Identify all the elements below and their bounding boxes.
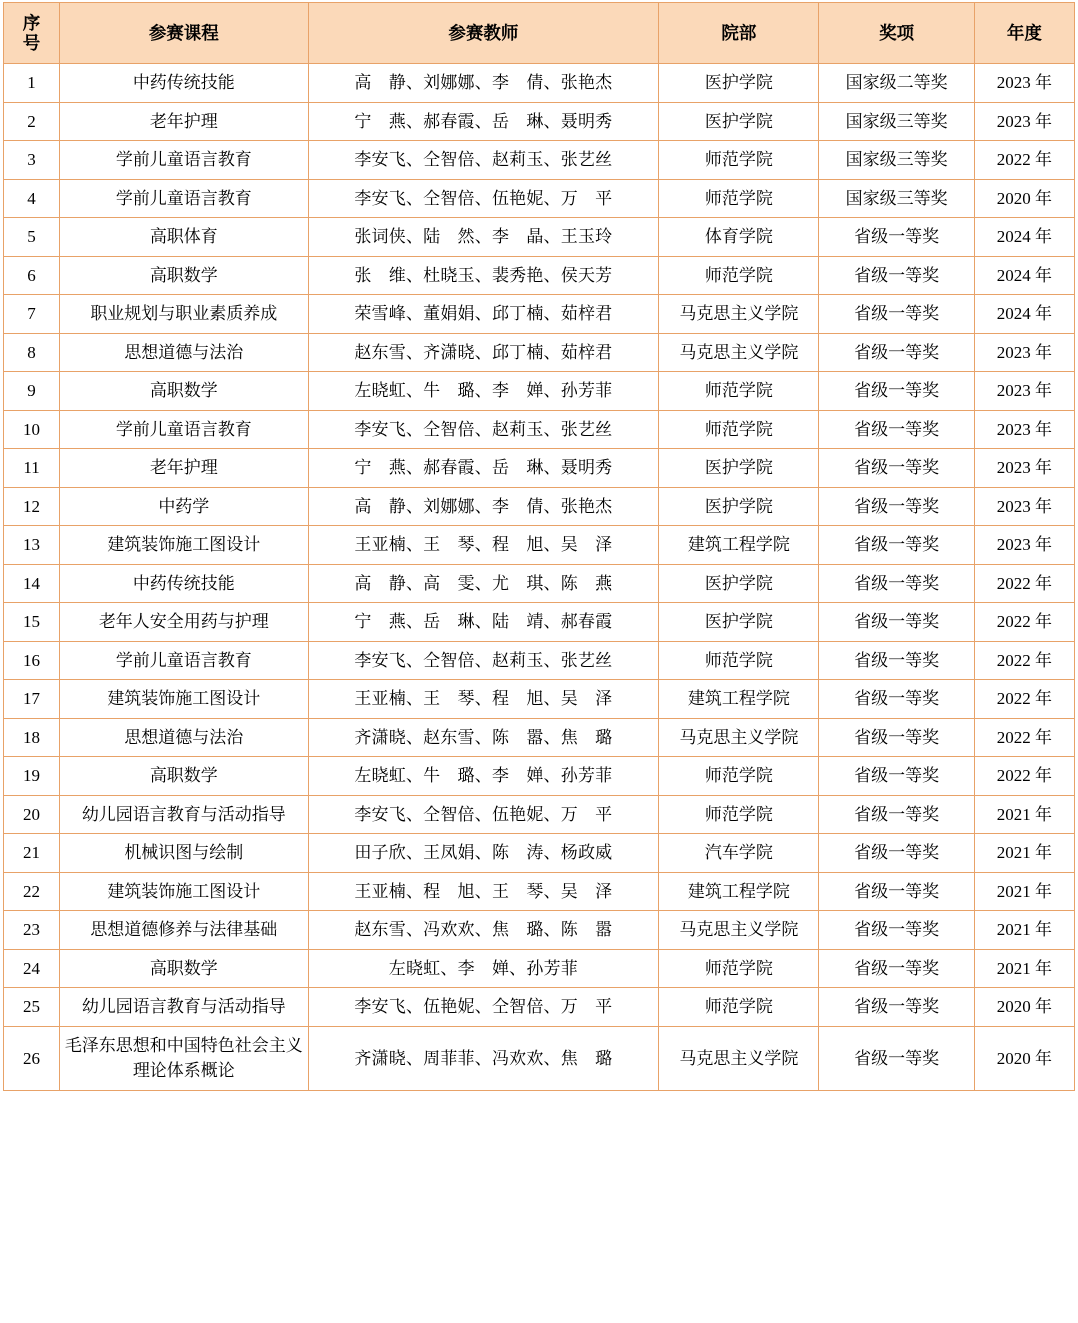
table-row xyxy=(4,718,1075,757)
cell-teachers: 李安飞、仝智倍、赵莉玉、张艺丝 xyxy=(308,410,659,449)
cell-award: 省级一等奖 xyxy=(819,911,974,950)
table-row xyxy=(4,141,1075,180)
cell-course: 幼儿园语言教育与活动指导 xyxy=(60,795,308,834)
cell-college: 师范学院 xyxy=(659,256,819,295)
cell-course: 高职数学 xyxy=(60,949,308,988)
cell-college: 医护学院 xyxy=(659,449,819,488)
table-row xyxy=(4,333,1075,372)
cell-teachers: 李安飞、仝智倍、伍艳妮、万 平 xyxy=(308,795,659,834)
table-row xyxy=(4,372,1075,411)
cell-teachers: 李安飞、仝智倍、伍艳妮、万 平 xyxy=(308,179,659,218)
cell-teachers: 齐潇晓、赵东雪、陈 嚣、焦 璐 xyxy=(308,718,659,757)
cell-course: 老年人安全用药与护理 xyxy=(60,603,308,642)
cell-course: 中药传统技能 xyxy=(60,564,308,603)
cell-index: 9 xyxy=(4,372,60,411)
table-header-row xyxy=(4,3,1075,64)
cell-index: 25 xyxy=(4,988,60,1027)
cell-index: 7 xyxy=(4,295,60,334)
cell-college: 体育学院 xyxy=(659,218,819,257)
cell-award: 省级一等奖 xyxy=(819,988,974,1027)
table-row xyxy=(4,449,1075,488)
column-header-year: 年度 xyxy=(974,3,1074,64)
cell-index: 13 xyxy=(4,526,60,565)
award-table xyxy=(3,2,1075,1091)
cell-course: 建筑装饰施工图设计 xyxy=(60,680,308,719)
cell-teachers: 左晓虹、牛 璐、李 婵、孙芳菲 xyxy=(308,757,659,796)
cell-course: 中药学 xyxy=(60,487,308,526)
cell-course: 高职数学 xyxy=(60,256,308,295)
cell-year: 2023 年 xyxy=(974,102,1074,141)
cell-teachers: 赵东雪、冯欢欢、焦 璐、陈 嚣 xyxy=(308,911,659,950)
cell-college: 师范学院 xyxy=(659,372,819,411)
cell-college: 马克思主义学院 xyxy=(659,333,819,372)
cell-year: 2022 年 xyxy=(974,564,1074,603)
cell-index: 16 xyxy=(4,641,60,680)
cell-award: 省级一等奖 xyxy=(819,718,974,757)
cell-college: 建筑工程学院 xyxy=(659,526,819,565)
cell-college: 医护学院 xyxy=(659,564,819,603)
cell-award: 国家级三等奖 xyxy=(819,102,974,141)
cell-course: 高职体育 xyxy=(60,218,308,257)
table-row xyxy=(4,641,1075,680)
cell-year: 2020 年 xyxy=(974,1026,1074,1090)
cell-teachers: 高 静、刘娜娜、李 倩、张艳杰 xyxy=(308,487,659,526)
cell-college: 马克思主义学院 xyxy=(659,1026,819,1090)
cell-course: 思想道德与法治 xyxy=(60,333,308,372)
cell-year: 2023 年 xyxy=(974,487,1074,526)
cell-award: 省级一等奖 xyxy=(819,218,974,257)
cell-year: 2020 年 xyxy=(974,988,1074,1027)
table-row xyxy=(4,988,1075,1027)
cell-college: 医护学院 xyxy=(659,603,819,642)
cell-award: 省级一等奖 xyxy=(819,603,974,642)
cell-teachers: 荣雪峰、董娟娟、邱丁楠、茹梓君 xyxy=(308,295,659,334)
column-header-course: 参赛课程 xyxy=(60,3,308,64)
cell-index: 10 xyxy=(4,410,60,449)
cell-award: 国家级二等奖 xyxy=(819,64,974,103)
table-row xyxy=(4,872,1075,911)
cell-award: 省级一等奖 xyxy=(819,872,974,911)
table-row xyxy=(4,256,1075,295)
cell-award: 国家级三等奖 xyxy=(819,179,974,218)
cell-index: 19 xyxy=(4,757,60,796)
table-row xyxy=(4,64,1075,103)
table-row xyxy=(4,1026,1075,1090)
cell-award: 省级一等奖 xyxy=(819,1026,974,1090)
cell-college: 建筑工程学院 xyxy=(659,872,819,911)
cell-course: 建筑装饰施工图设计 xyxy=(60,872,308,911)
column-header-index-line1: 序 xyxy=(22,13,41,33)
table-row xyxy=(4,949,1075,988)
cell-year: 2022 年 xyxy=(974,603,1074,642)
cell-year: 2022 年 xyxy=(974,757,1074,796)
cell-index: 6 xyxy=(4,256,60,295)
cell-teachers: 高 静、高 雯、尤 琪、陈 燕 xyxy=(308,564,659,603)
cell-year: 2024 年 xyxy=(974,295,1074,334)
cell-award: 省级一等奖 xyxy=(819,680,974,719)
cell-year: 2022 年 xyxy=(974,141,1074,180)
cell-index: 23 xyxy=(4,911,60,950)
cell-teachers: 李安飞、仝智倍、赵莉玉、张艺丝 xyxy=(308,141,659,180)
cell-year: 2021 年 xyxy=(974,795,1074,834)
cell-teachers: 左晓虹、李 婵、孙芳菲 xyxy=(308,949,659,988)
cell-college: 马克思主义学院 xyxy=(659,718,819,757)
cell-college: 师范学院 xyxy=(659,988,819,1027)
table-row xyxy=(4,564,1075,603)
table-row xyxy=(4,179,1075,218)
cell-year: 2023 年 xyxy=(974,526,1074,565)
cell-teachers: 左晓虹、牛 璐、李 婵、孙芳菲 xyxy=(308,372,659,411)
cell-index: 12 xyxy=(4,487,60,526)
table-row xyxy=(4,410,1075,449)
cell-year: 2021 年 xyxy=(974,834,1074,873)
cell-year: 2021 年 xyxy=(974,949,1074,988)
table-row xyxy=(4,526,1075,565)
column-header-college: 院部 xyxy=(659,3,819,64)
cell-award: 省级一等奖 xyxy=(819,757,974,796)
cell-college: 师范学院 xyxy=(659,141,819,180)
table-row xyxy=(4,603,1075,642)
cell-index: 22 xyxy=(4,872,60,911)
cell-award: 省级一等奖 xyxy=(819,795,974,834)
cell-course: 建筑装饰施工图设计 xyxy=(60,526,308,565)
cell-award: 省级一等奖 xyxy=(819,564,974,603)
cell-year: 2023 年 xyxy=(974,372,1074,411)
cell-year: 2021 年 xyxy=(974,911,1074,950)
cell-college: 师范学院 xyxy=(659,757,819,796)
cell-year: 2023 年 xyxy=(974,333,1074,372)
cell-college: 马克思主义学院 xyxy=(659,295,819,334)
cell-award: 省级一等奖 xyxy=(819,449,974,488)
cell-year: 2022 年 xyxy=(974,641,1074,680)
cell-year: 2021 年 xyxy=(974,872,1074,911)
cell-award: 省级一等奖 xyxy=(819,256,974,295)
cell-index: 18 xyxy=(4,718,60,757)
cell-course: 老年护理 xyxy=(60,102,308,141)
cell-teachers: 宁 燕、郝春霞、岳 琳、聂明秀 xyxy=(308,102,659,141)
cell-course: 学前儿童语言教育 xyxy=(60,641,308,680)
cell-teachers: 王亚楠、程 旭、王 琴、吴 泽 xyxy=(308,872,659,911)
cell-index: 15 xyxy=(4,603,60,642)
cell-college: 医护学院 xyxy=(659,64,819,103)
cell-year: 2024 年 xyxy=(974,218,1074,257)
cell-year: 2023 年 xyxy=(974,64,1074,103)
cell-index: 8 xyxy=(4,333,60,372)
table-header xyxy=(4,3,1075,64)
cell-award: 省级一等奖 xyxy=(819,372,974,411)
cell-course: 中药传统技能 xyxy=(60,64,308,103)
table-body xyxy=(4,64,1075,1091)
cell-course: 思想道德修养与法律基础 xyxy=(60,911,308,950)
cell-index: 14 xyxy=(4,564,60,603)
cell-year: 2024 年 xyxy=(974,256,1074,295)
cell-award: 省级一等奖 xyxy=(819,834,974,873)
cell-index: 26 xyxy=(4,1026,60,1090)
column-header-index-line2: 号 xyxy=(22,33,41,54)
cell-award: 省级一等奖 xyxy=(819,487,974,526)
cell-year: 2022 年 xyxy=(974,718,1074,757)
cell-course: 学前儿童语言教育 xyxy=(60,141,308,180)
cell-college: 师范学院 xyxy=(659,179,819,218)
cell-teachers: 宁 燕、岳 琳、陆 靖、郝春霞 xyxy=(308,603,659,642)
cell-index: 17 xyxy=(4,680,60,719)
cell-teachers: 高 静、刘娜娜、李 倩、张艳杰 xyxy=(308,64,659,103)
column-header-award: 奖项 xyxy=(819,3,974,64)
cell-course: 学前儿童语言教育 xyxy=(60,410,308,449)
cell-index: 3 xyxy=(4,141,60,180)
cell-award: 国家级三等奖 xyxy=(819,141,974,180)
cell-index: 2 xyxy=(4,102,60,141)
cell-award: 省级一等奖 xyxy=(819,641,974,680)
table-row xyxy=(4,295,1075,334)
cell-teachers: 李安飞、仝智倍、赵莉玉、张艺丝 xyxy=(308,641,659,680)
cell-college: 师范学院 xyxy=(659,795,819,834)
table-row xyxy=(4,911,1075,950)
table-row xyxy=(4,834,1075,873)
cell-college: 师范学院 xyxy=(659,641,819,680)
cell-college: 建筑工程学院 xyxy=(659,680,819,719)
cell-index: 1 xyxy=(4,64,60,103)
cell-index: 5 xyxy=(4,218,60,257)
cell-teachers: 王亚楠、王 琴、程 旭、吴 泽 xyxy=(308,526,659,565)
cell-index: 11 xyxy=(4,449,60,488)
table-row xyxy=(4,757,1075,796)
cell-teachers: 齐潇晓、周菲菲、冯欢欢、焦 璐 xyxy=(308,1026,659,1090)
table-row xyxy=(4,795,1075,834)
cell-course: 职业规划与职业素质养成 xyxy=(60,295,308,334)
cell-teachers: 田子欣、王凤娟、陈 涛、杨政威 xyxy=(308,834,659,873)
cell-course: 毛泽东思想和中国特色社会主义理论体系概论 xyxy=(60,1026,308,1090)
cell-award: 省级一等奖 xyxy=(819,333,974,372)
cell-teachers: 张 维、杜晓玉、裴秀艳、侯天芳 xyxy=(308,256,659,295)
table-row xyxy=(4,487,1075,526)
cell-college: 师范学院 xyxy=(659,949,819,988)
cell-course: 高职数学 xyxy=(60,372,308,411)
cell-course: 幼儿园语言教育与活动指导 xyxy=(60,988,308,1027)
cell-teachers: 王亚楠、王 琴、程 旭、吴 泽 xyxy=(308,680,659,719)
cell-index: 4 xyxy=(4,179,60,218)
cell-course: 老年护理 xyxy=(60,449,308,488)
cell-award: 省级一等奖 xyxy=(819,295,974,334)
cell-course: 机械识图与绘制 xyxy=(60,834,308,873)
cell-college: 汽车学院 xyxy=(659,834,819,873)
table-row xyxy=(4,218,1075,257)
award-table-container xyxy=(0,2,1078,1091)
cell-year: 2022 年 xyxy=(974,680,1074,719)
cell-teachers: 张词侠、陆 然、李 晶、王玉玲 xyxy=(308,218,659,257)
cell-award: 省级一等奖 xyxy=(819,410,974,449)
cell-year: 2020 年 xyxy=(974,179,1074,218)
cell-teachers: 李安飞、伍艳妮、仝智倍、万 平 xyxy=(308,988,659,1027)
cell-index: 20 xyxy=(4,795,60,834)
cell-teachers: 宁 燕、郝春霞、岳 琳、聂明秀 xyxy=(308,449,659,488)
table-row xyxy=(4,102,1075,141)
cell-college: 马克思主义学院 xyxy=(659,911,819,950)
cell-college: 医护学院 xyxy=(659,487,819,526)
cell-year: 2023 年 xyxy=(974,449,1074,488)
cell-award: 省级一等奖 xyxy=(819,949,974,988)
column-header-teachers: 参赛教师 xyxy=(308,3,659,64)
cell-course: 学前儿童语言教育 xyxy=(60,179,308,218)
column-header-index xyxy=(4,3,60,64)
cell-award: 省级一等奖 xyxy=(819,526,974,565)
cell-college: 医护学院 xyxy=(659,102,819,141)
table-row xyxy=(4,680,1075,719)
cell-index: 21 xyxy=(4,834,60,873)
cell-year: 2023 年 xyxy=(974,410,1074,449)
cell-college: 师范学院 xyxy=(659,410,819,449)
cell-teachers: 赵东雪、齐潇晓、邱丁楠、茹梓君 xyxy=(308,333,659,372)
cell-course: 思想道德与法治 xyxy=(60,718,308,757)
cell-course: 高职数学 xyxy=(60,757,308,796)
cell-index: 24 xyxy=(4,949,60,988)
